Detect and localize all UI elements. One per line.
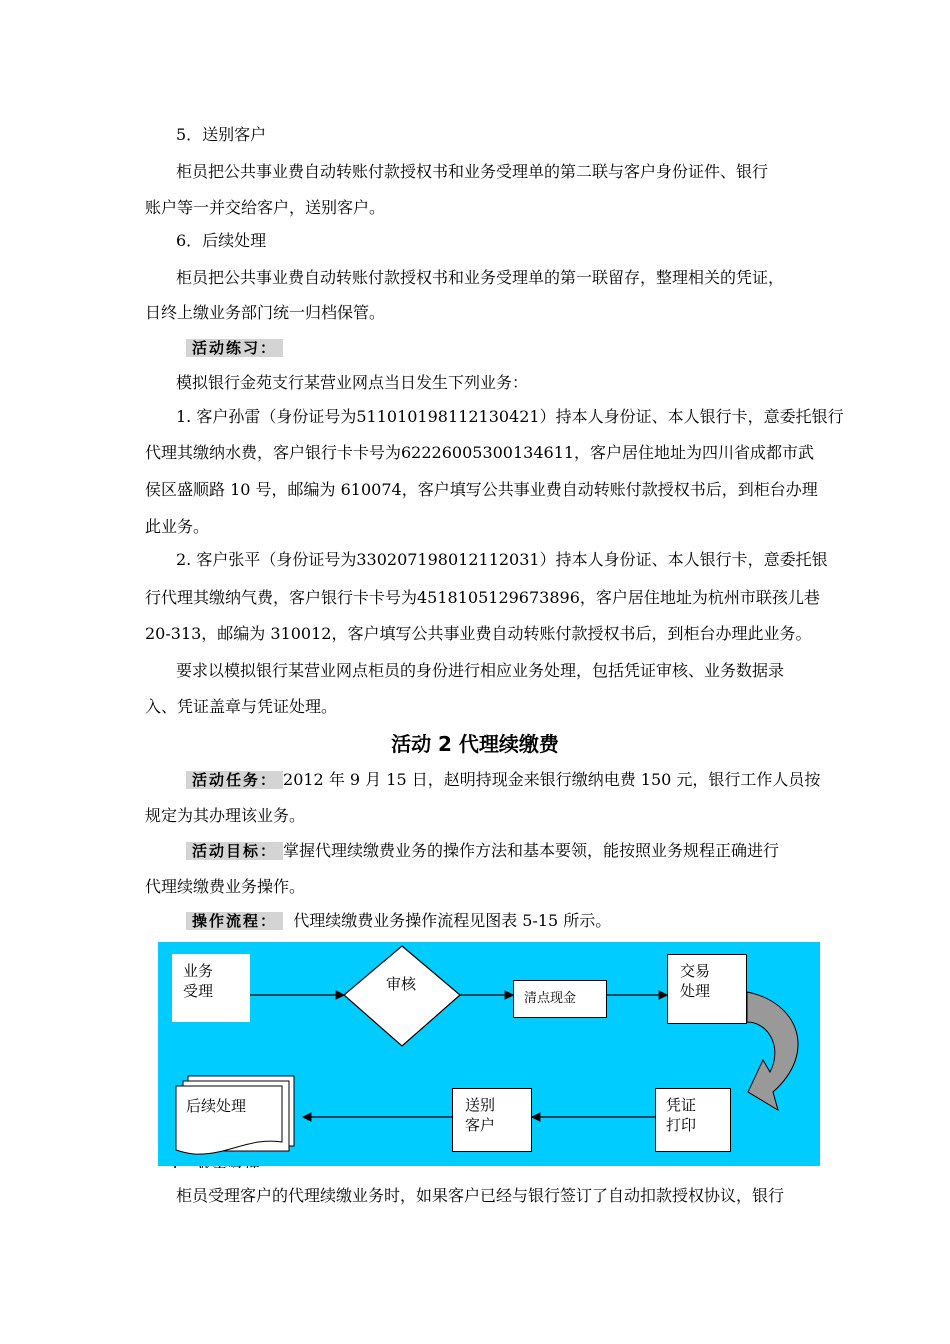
section-6-title: 6．后续处理 xyxy=(176,231,267,250)
task-tag: 活动任务： xyxy=(186,771,283,789)
step-review: 审核 xyxy=(386,975,417,993)
paragraph: 20-313，邮编为 310012，客户填写公共事业费自动转账付款授权书后，到柜台办理此业务。 xyxy=(145,624,812,643)
step-label: 交易 xyxy=(680,962,711,980)
paragraph: 行代理其缴纳气费，客户银行卡卡号为4518105129673896，客户居住地址为杭州市联孩儿巷 xyxy=(145,588,820,607)
paragraph: 账户等一并交给客户，送别客户。 xyxy=(145,198,386,217)
flow-line xyxy=(186,911,611,931)
goal-text: 掌握代理续缴费业务的操作方法和基本要领，能按照业务规程正确进行 xyxy=(283,841,780,860)
paragraph: 要求以模拟银行某营业网点柜员的身份进行相应业务处理，包括凭证审核、业务数据录 xyxy=(176,661,785,680)
curved-arrow xyxy=(747,992,798,1110)
step-label: 处理 xyxy=(680,982,711,1000)
paragraph: 柜员把公共事业费自动转账付款授权书和业务受理单的第一联留存，整理相关的凭证， xyxy=(176,268,785,287)
paragraph: 规定为其办理该业务。 xyxy=(145,806,306,825)
section-5-title: 5．送别客户 xyxy=(176,125,267,144)
paragraph: 代理续缴费业务操作。 xyxy=(145,877,306,896)
goal-tag: 活动目标： xyxy=(186,842,283,860)
paragraph: 代理其缴纳水费，客户银行卡卡号为62226005300134611，客户居住地址为四川省成都市武 xyxy=(145,443,815,462)
paragraph: 柜员把公共事业费自动转账付款授权书和业务受理单的第二联与客户身份证件、银行 xyxy=(176,162,769,181)
step-see-off xyxy=(452,1088,532,1152)
practice-label xyxy=(186,338,283,358)
step-print-voucher xyxy=(655,1088,731,1152)
paragraph: 模拟银行金苑支行某营业网点当日发生下列业务： xyxy=(176,373,529,392)
step-count-cash: 清点现金 xyxy=(513,980,607,1018)
flow-tag: 操作流程： xyxy=(186,912,283,930)
paragraph: 侯区盛顺路 10 号，邮编为 610074，客户填写公共事业费自动转账付款授权书后，到柜台办理 xyxy=(145,480,818,499)
paragraph: 2. 客户张平（身份证号为330207198012112031）持本人身份证、本人银行卡，意委托银 xyxy=(176,550,828,569)
step-label: 打印 xyxy=(666,1116,697,1134)
step-follow-up: 后续处理 xyxy=(186,1097,247,1115)
paragraph: 柜员受理客户的代理续缴业务时，如果客户已经与银行签订了自动扣款授权协议，银行 xyxy=(176,1186,785,1205)
step-label: 业务 xyxy=(183,962,214,980)
step-label: 送别 xyxy=(465,1096,496,1114)
task-text: 2012 年 9 月 15 日，赵明持现金来银行缴纳电费 150 元，银行工作人员按 xyxy=(283,770,821,789)
step-business-accept xyxy=(172,954,250,1022)
task-line xyxy=(186,770,820,790)
step-transaction xyxy=(667,954,747,1024)
step-label: 受理 xyxy=(183,982,214,1000)
paragraph: 入、凭证盖章与凭证处理。 xyxy=(145,697,338,716)
step-label: 凭证 xyxy=(666,1096,697,1114)
practice-tag: 活动练习： xyxy=(186,339,283,357)
decision-diamond xyxy=(344,946,460,1046)
activity-2-heading: 活动 2 代理续缴费 xyxy=(391,732,559,756)
step-label: 客户 xyxy=(465,1116,496,1134)
flow-text: 代理续缴费业务操作流程见图表 5-15 所示。 xyxy=(293,911,612,930)
paragraph: 日终上缴业务部门统一归档保管。 xyxy=(145,303,386,322)
goal-line xyxy=(186,841,779,861)
paragraph: 1. 客户孙雷（身份证号为511010198112130421）持本人身份证、本人银行卡，意委托银行 xyxy=(176,407,844,426)
flowchart xyxy=(158,942,820,1166)
paragraph: 此业务。 xyxy=(145,517,210,536)
